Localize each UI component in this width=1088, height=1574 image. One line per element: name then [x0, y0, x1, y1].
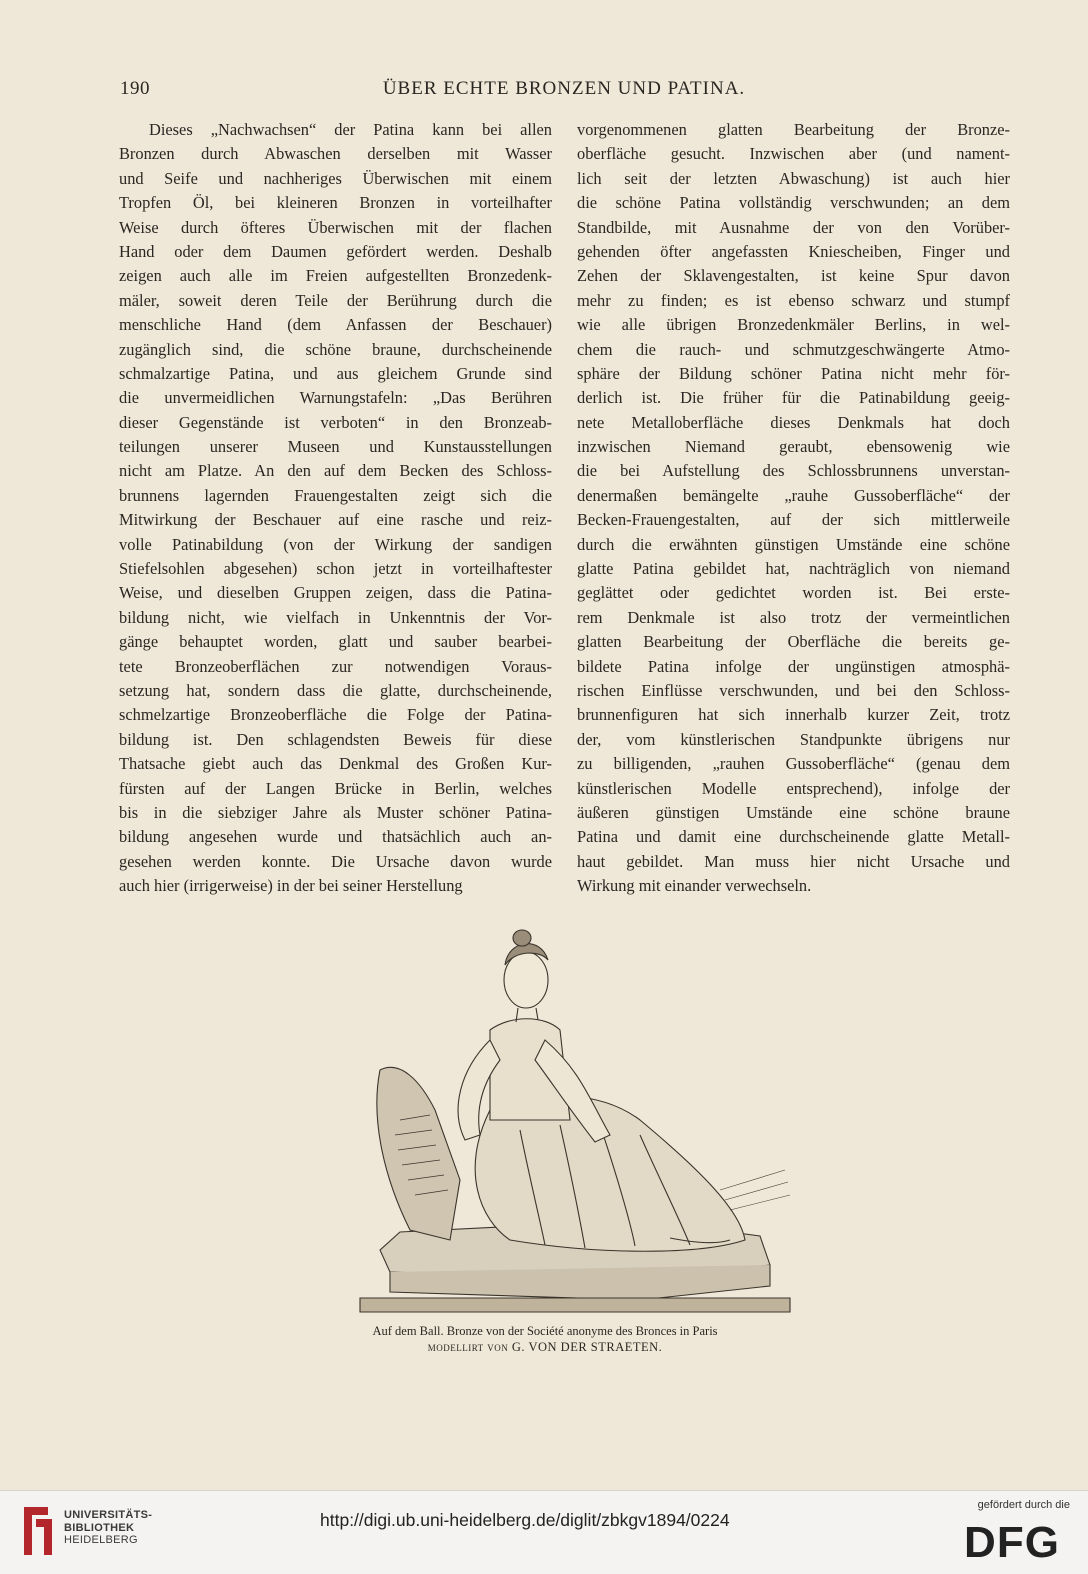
- figure-caption: [300, 1323, 790, 1355]
- text-line: rem Denkmale ist also trotz der vermeintlichen: [577, 607, 1010, 627]
- text-line: Zehen der Sklavengestalten, ist keine Spur davon: [577, 266, 1010, 286]
- text-line: zu billigenden, „rauhen Gussoberfläche“ (genau dem: [577, 754, 1010, 774]
- text-line: auch hier (irrigerweise) in der bei seiner Herstellung: [119, 876, 463, 896]
- text-line: brunnens lagernden Frauengestalten zeigt sich die: [119, 485, 552, 505]
- page-number: 190: [120, 78, 150, 99]
- funding-label: gefördert durch die: [977, 1499, 1070, 1511]
- left-column: [119, 118, 552, 899]
- text-line: äußeren günstigen Umstände eine schöne braune: [577, 802, 1010, 822]
- text-line: inzwischen Niemand geraubt, ebensowenig wie: [577, 437, 1010, 457]
- text-line: Becken-Frauengestalten, auf der sich mittlerweile: [577, 510, 1010, 530]
- text-line: mehr zu finden; es ist ebenso schwarz und stumpf: [577, 290, 1010, 310]
- text-line: Bronzen durch Abwaschen derselben mit Wasser: [119, 144, 552, 164]
- library-line-1: UNIVERSITÄTS-: [64, 1509, 153, 1521]
- dfg-logo-icon: [956, 1517, 1068, 1563]
- university-library-name: [64, 1509, 152, 1547]
- text-line: wie alle übrigen Bronzedenkmäler Berlins, in wel-: [577, 315, 1010, 335]
- text-line: Patina und damit eine durchscheinende glatte Metall-: [577, 827, 1010, 847]
- right-column: [577, 118, 1010, 899]
- text-line: lich seit der letzten Abwaschung) ist auch hier: [577, 168, 1010, 188]
- text-line: bildung angesehen wurde und thatsächlich auch an-: [119, 827, 552, 847]
- text-line: bildung ist. Den schlagendsten Beweis für diese: [119, 729, 552, 749]
- text-line: gehenden öfter angefassten Kniescheiben, Finger und: [577, 241, 1010, 261]
- running-head: [120, 78, 1008, 108]
- text-line: Stiefelsohlen abgesehen) schon jetzt in vorteilhaftester: [119, 559, 552, 579]
- caption-line-2: modellirt von G. VON DER STRAETEN.: [427, 1340, 663, 1354]
- caption-line-1: Auf dem Ball. Bronze von der Société anonyme des Bronces in Paris: [372, 1324, 718, 1338]
- text-line: fürsten auf der Langen Brücke in Berlin, welches: [119, 778, 552, 798]
- text-columns: [119, 118, 1009, 903]
- text-line: mäler, soweit deren Teile der Berührung durch die: [119, 290, 552, 310]
- text-line: bis in die siebziger Jahre als Muster schöner Patina-: [119, 802, 552, 822]
- text-line: volle Patinabildung (von der Wirkung der sandigen: [119, 534, 552, 554]
- viewer-footer: [0, 1490, 1088, 1574]
- text-line: die schöne Patina vollständig verschwunden; an dem: [577, 193, 1010, 213]
- library-line-2: BIBLIOTHEK: [64, 1521, 135, 1534]
- text-line: teilungen unserer Museen und Kunstausstellungen: [119, 437, 552, 457]
- text-line: rischen Einflüsse verschwunden, und bei den Schloss-: [577, 680, 1010, 700]
- text-line: geglättet oder gedichtet worden ist. Bei erste-: [577, 583, 1010, 603]
- text-line: Wirkung mit einander verwechseln.: [577, 876, 812, 896]
- text-line: bildete Patina infolge der ungünstigen atmosphä-: [577, 656, 1010, 676]
- text-line: und Seife und nachheriges Überwischen mit einem: [119, 168, 552, 188]
- text-line: schmelzartige Bronzeoberfläche die Folge der Patina-: [119, 705, 552, 725]
- sculpture-illustration: [340, 920, 810, 1315]
- university-library-logo-icon: [18, 1503, 58, 1559]
- text-line: zeigen auch alle im Freien aufgestellten Bronzedenk-: [119, 266, 552, 286]
- text-line: Weise durch öfteres Überwischen mit der flachen: [119, 217, 552, 237]
- text-line: nicht am Platze. An den auf dem Becken des Schloss-: [119, 461, 552, 481]
- text-line: gesehen werden konnte. Die Ursache davon wurde: [119, 851, 552, 871]
- text-line: derlich ist. Die früher für die Patinabildung geeig-: [577, 388, 1010, 408]
- text-line: haut gebildet. Man muss hier nicht Ursache und: [577, 851, 1010, 871]
- text-line: der, vom künstlerischen Standpunkte übrigens nur: [577, 729, 1010, 749]
- text-line: oberfläche gesucht. Inzwischen aber (und nament-: [577, 144, 1010, 164]
- text-line: brunnenfiguren hat sich innerhalb kurzer Zeit, trotz: [577, 705, 1010, 725]
- text-line: Thatsache giebt auch das Denkmal des Großen Kur-: [119, 754, 552, 774]
- text-line: chem die rauch- und schmutzgeschwängerte Atmo-: [577, 339, 1010, 359]
- permalink-url[interactable]: http://digi.ub.uni-heidelberg.de/diglit/zbkgv1894/0224: [320, 1510, 730, 1530]
- text-line: glatten Bearbeitung der Oberfläche die bereits ge-: [577, 632, 1010, 652]
- text-line: die unvermeidlichen Warnungstafeln: „Das Berühren: [119, 388, 552, 408]
- text-line: gänge behauptet worden, glatt und sauber bearbei-: [119, 632, 552, 652]
- text-line: denermaßen bemängelte „rauhe Gussoberfläche“ der: [577, 485, 1010, 505]
- dfg-logo-text: DFG: [964, 1518, 1060, 1563]
- text-line: Tropfen Öl, bei kleineren Bronzen in vorteilhafter: [119, 193, 552, 213]
- running-title: ÜBER ECHTE BRONZEN UND PATINA.: [382, 78, 746, 99]
- text-line: dieser Gegenstände ist verboten“ in den Bronzeab-: [119, 412, 552, 432]
- text-line: Standbilde, mit Ausnahme der von den Vorüber-: [577, 217, 1010, 237]
- text-line: setzung hat, sondern dass die glatte, durchscheinende,: [119, 680, 552, 700]
- text-line: bildung nicht, wie vielfach in Unkenntnis der Vor-: [119, 607, 552, 627]
- text-line: glatte Patina gebildet hat, nachträglich von niemand: [577, 559, 1010, 579]
- text-line: Hand oder dem Daumen gefördert werden. Deshalb: [119, 241, 552, 261]
- text-line: nete Metalloberfläche dieses Denkmals hat doch: [577, 412, 1010, 432]
- text-line: tete Bronzeoberflächen zur notwendigen Voraus-: [119, 656, 552, 676]
- head: [504, 952, 548, 1008]
- library-line-3: HEIDELBERG: [64, 1534, 138, 1546]
- text-line: schmalzartige Patina, und aus gleichem Grunde sind: [119, 363, 552, 383]
- text-line: durch die erwähnten günstigen Umstände eine schöne: [577, 534, 1010, 554]
- text-line: vorgenommenen glatten Bearbeitung der Bronze-: [577, 120, 1010, 139]
- chair: [377, 1067, 460, 1240]
- text-line: die bei Aufstellung des Schlossbrunnens unverstan-: [577, 461, 1010, 481]
- text-line: Weise, und dieselben Gruppen zeigen, dass die Patina-: [119, 583, 552, 603]
- text-line: sphäre der Bildung schöner Patina nicht mehr för-: [577, 363, 1010, 383]
- text-line: Mitwirkung der Beschauer auf eine rasche und reiz-: [119, 510, 552, 530]
- text-line: künstlerischen Modelle entsprechend), infolge der: [577, 778, 1010, 798]
- text-line: menschliche Hand (dem Anfassen der Beschauer): [119, 315, 552, 335]
- text-line: Dieses „Nachwachsen“ der Patina kann bei allen: [149, 120, 552, 139]
- text-line: zugänglich sind, die schöne braune, durchscheinende: [119, 339, 552, 359]
